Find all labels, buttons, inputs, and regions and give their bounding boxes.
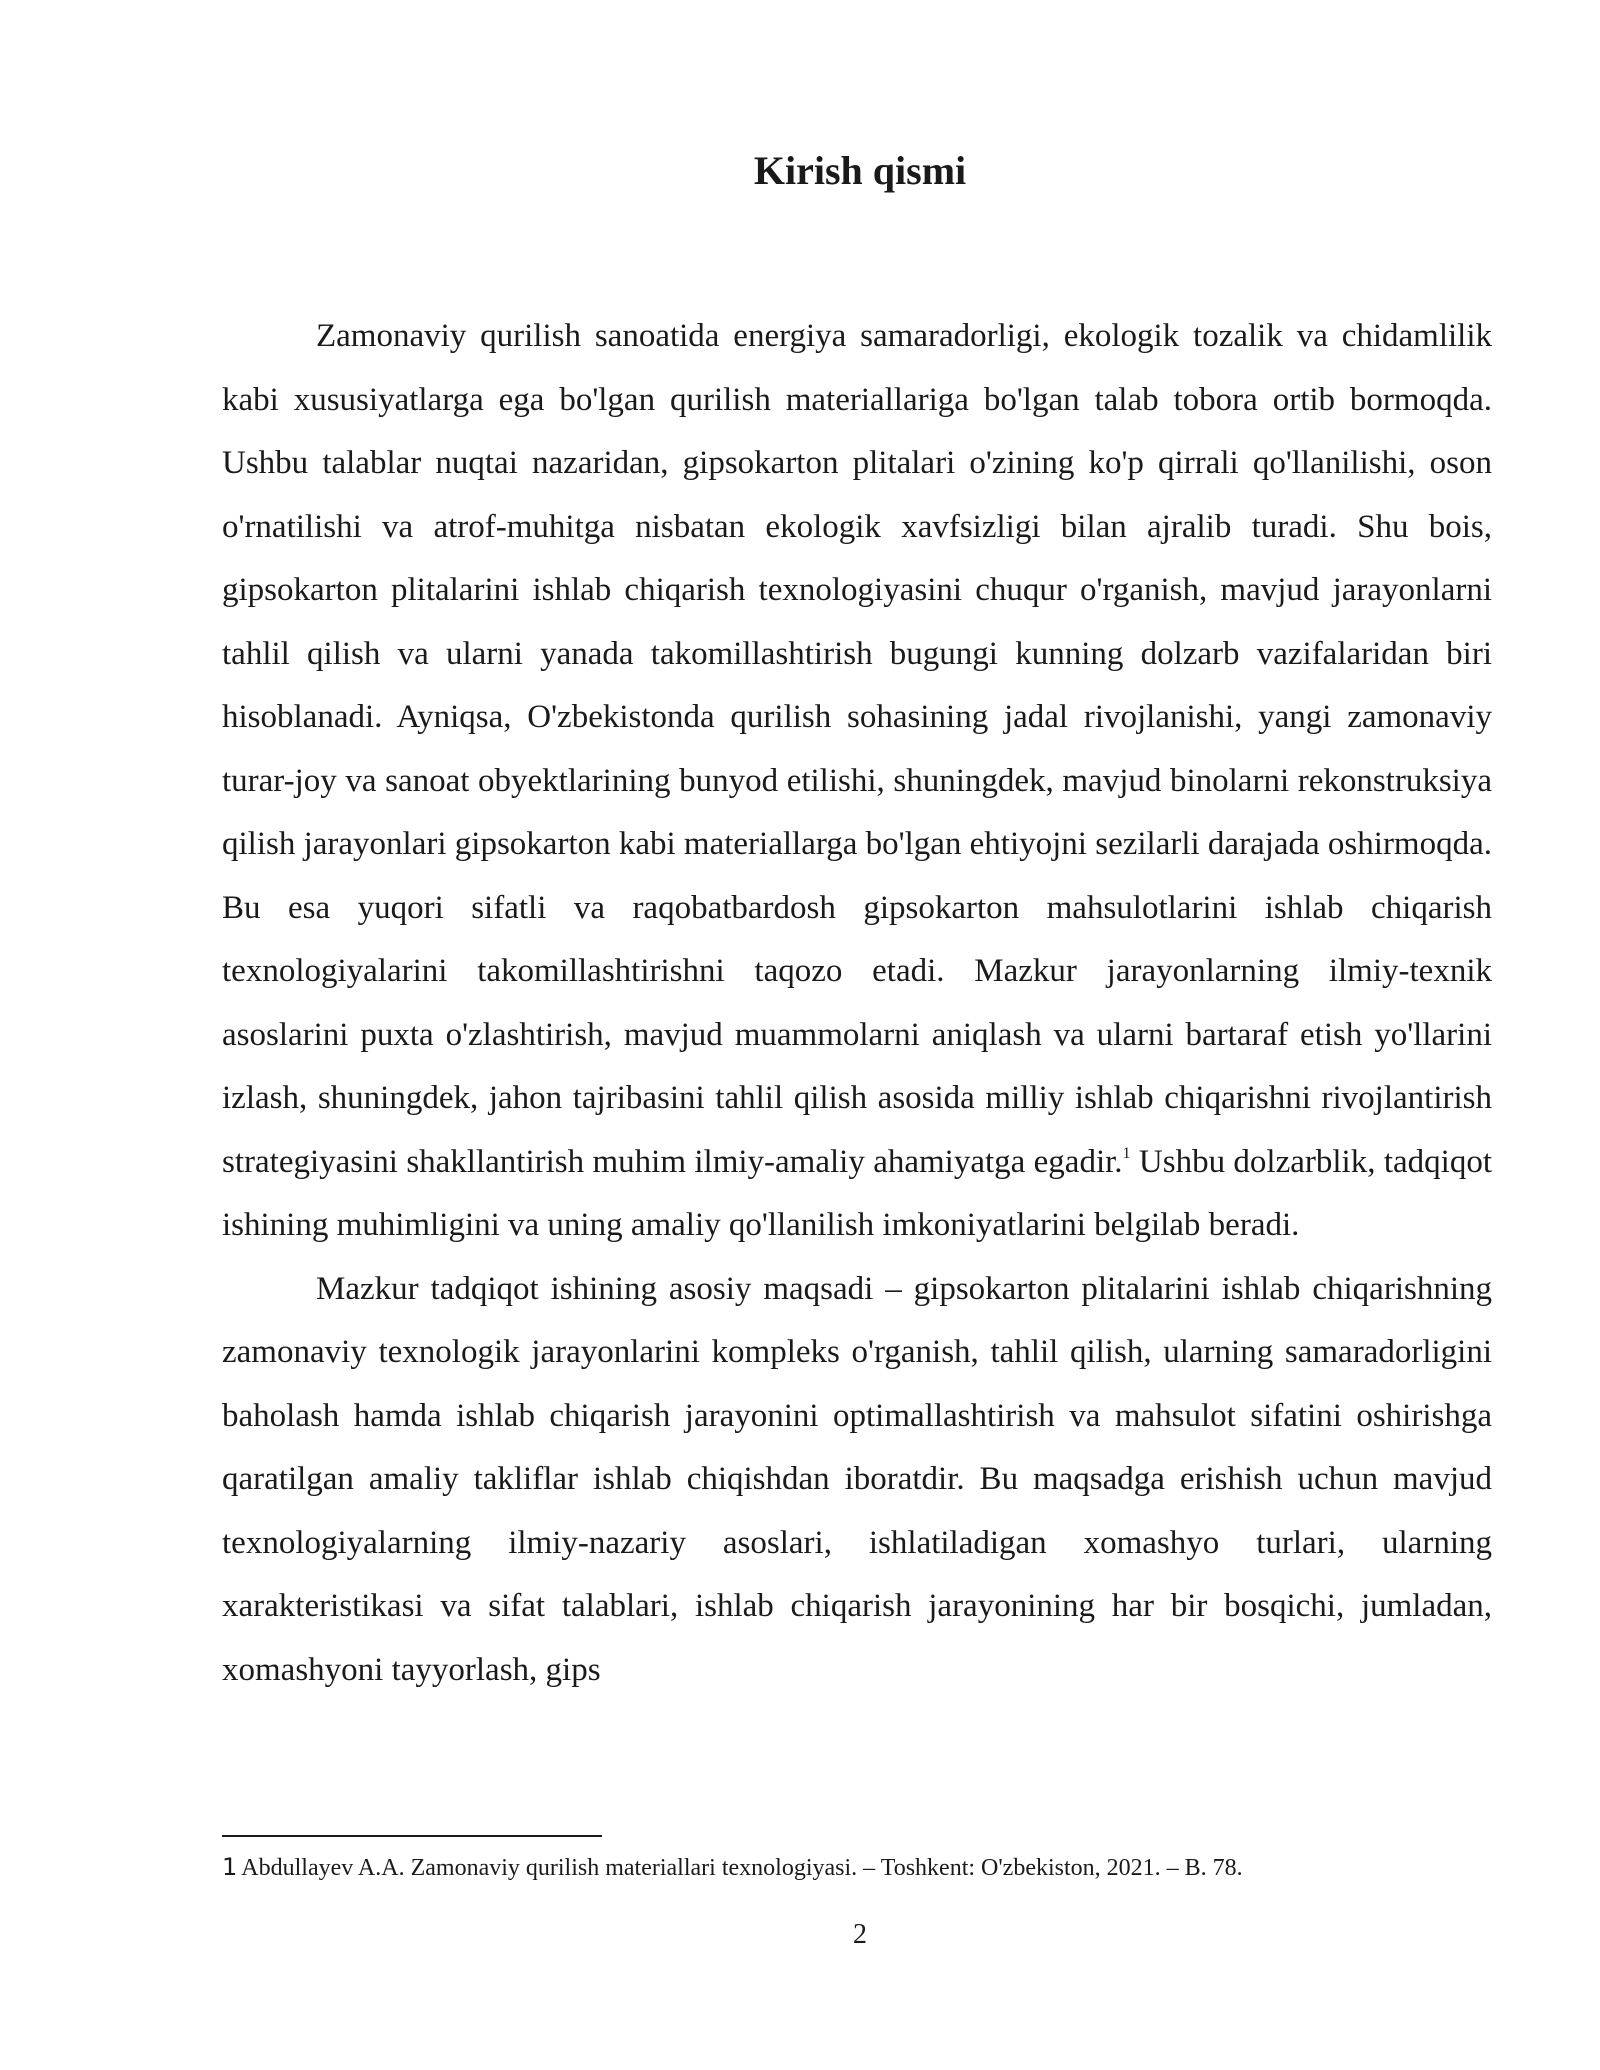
footnote-separator — [222, 1835, 602, 1837]
page-number: 2 — [853, 1919, 867, 1950]
paragraph-1-text: Zamonaviy qurilish sanoatida energiya samaradorligi, ekologik tozalik va chidamlilik kabi xususiyatlarga ega bo'lgan qurilish materiallariga bo'lgan talab tobora ortib bormoqda. Ushbu talablar nuqtai nazaridan, gipsokarton plitalari o'zining ko'p qirrali qo'llanilishi, oson o'rnatilishi va atrof-muhitga nisbatan ekologik xavfsizligi bilan ajralib turadi. Shu bois, gipsokarton plitalarini ishlab chiqarish texnologiyasini chuqur o'rganish, mavjud jarayonlarni tahlil qilish va ularni yanada takomillashtirish bugungi kunning dolzarb vazifalaridan biri hisoblanadi. Ayniqsa, O'zbekistonda qurilish sohasining jadal rivojlanishi, yangi zamonaviy turar-joy va sanoat obyektlarining bunyod etilishi, shuningdek, mavjud binolarni rekonstruksiya qilish jarayonlari gipsokarton kabi materiallarga bo'lgan ehtiyojni sezilarli darajada oshirmoqda. Bu esa yuqori sifatli va raqobatbardosh gipsokarton mahsulotlarini ishlab chiqarish texnologiyalarini takomillashtirishni taqozo etadi. Mazkur jarayonlarning ilmiy-texnik asoslarini puxta o'zlashtirish, mavjud muammolarni aniqlash va ularni bartaraf etish yo'llarini izlash, shuningdek, jahon tajribasini tahlil qilish asosida milliy ishlab chiqarishni rivojlantirish strategiyasini shakllantirish muhim ilmiy-amaliy ahamiyatga egadir. — [222, 318, 1492, 1180]
footnote — [222, 1852, 1492, 1883]
paragraph-1 — [222, 305, 1492, 1258]
footnote-text: Abdullayev A.A. Zamonaviy qurilish materiallari texnologiyasi. – Toshkent: O'zbekiston, 2021. – B. 78. — [241, 1855, 1243, 1881]
body-text — [222, 305, 1492, 1702]
page-title: Kirish qismi — [753, 148, 967, 193]
paragraph-2: Mazkur tadqiqot ishining asosiy maqsadi – gipsokarton plitalarini ishlab chiqarishning zamonaviy texnologik jarayonlarini kompleks o'rganish, tahlil qilish, ularning samaradorligini baholash hamda ishlab chiqarish jarayonini optimallashtirish va mahsulot sifatini oshirishga qaratilgan amaliy takliflar ishlab chiqishdan iboratdir. Bu maqsadga erishish uchun mavjud texnologiyalarning ilmiy-nazariy asoslari, ishlatiladigan xomashyo turlari, ularning xarakteristikasi va sifat talablari, ishlab chiqarish jarayonining har bir bosqichi, jumladan, xomashyoni tayyorlash, gips — [222, 1270, 1492, 1688]
paragraph-1-text-continued: Ushbu dolzarblik, tadqiqot ishining muhimligini va uning amaliy qo'llanilish imkoniyatlarini belgilab beradi. — [222, 1143, 1492, 1243]
footnote-reference[interactable]: 1 — [1122, 1144, 1131, 1162]
footnote-number: 1 — [222, 1853, 238, 1881]
